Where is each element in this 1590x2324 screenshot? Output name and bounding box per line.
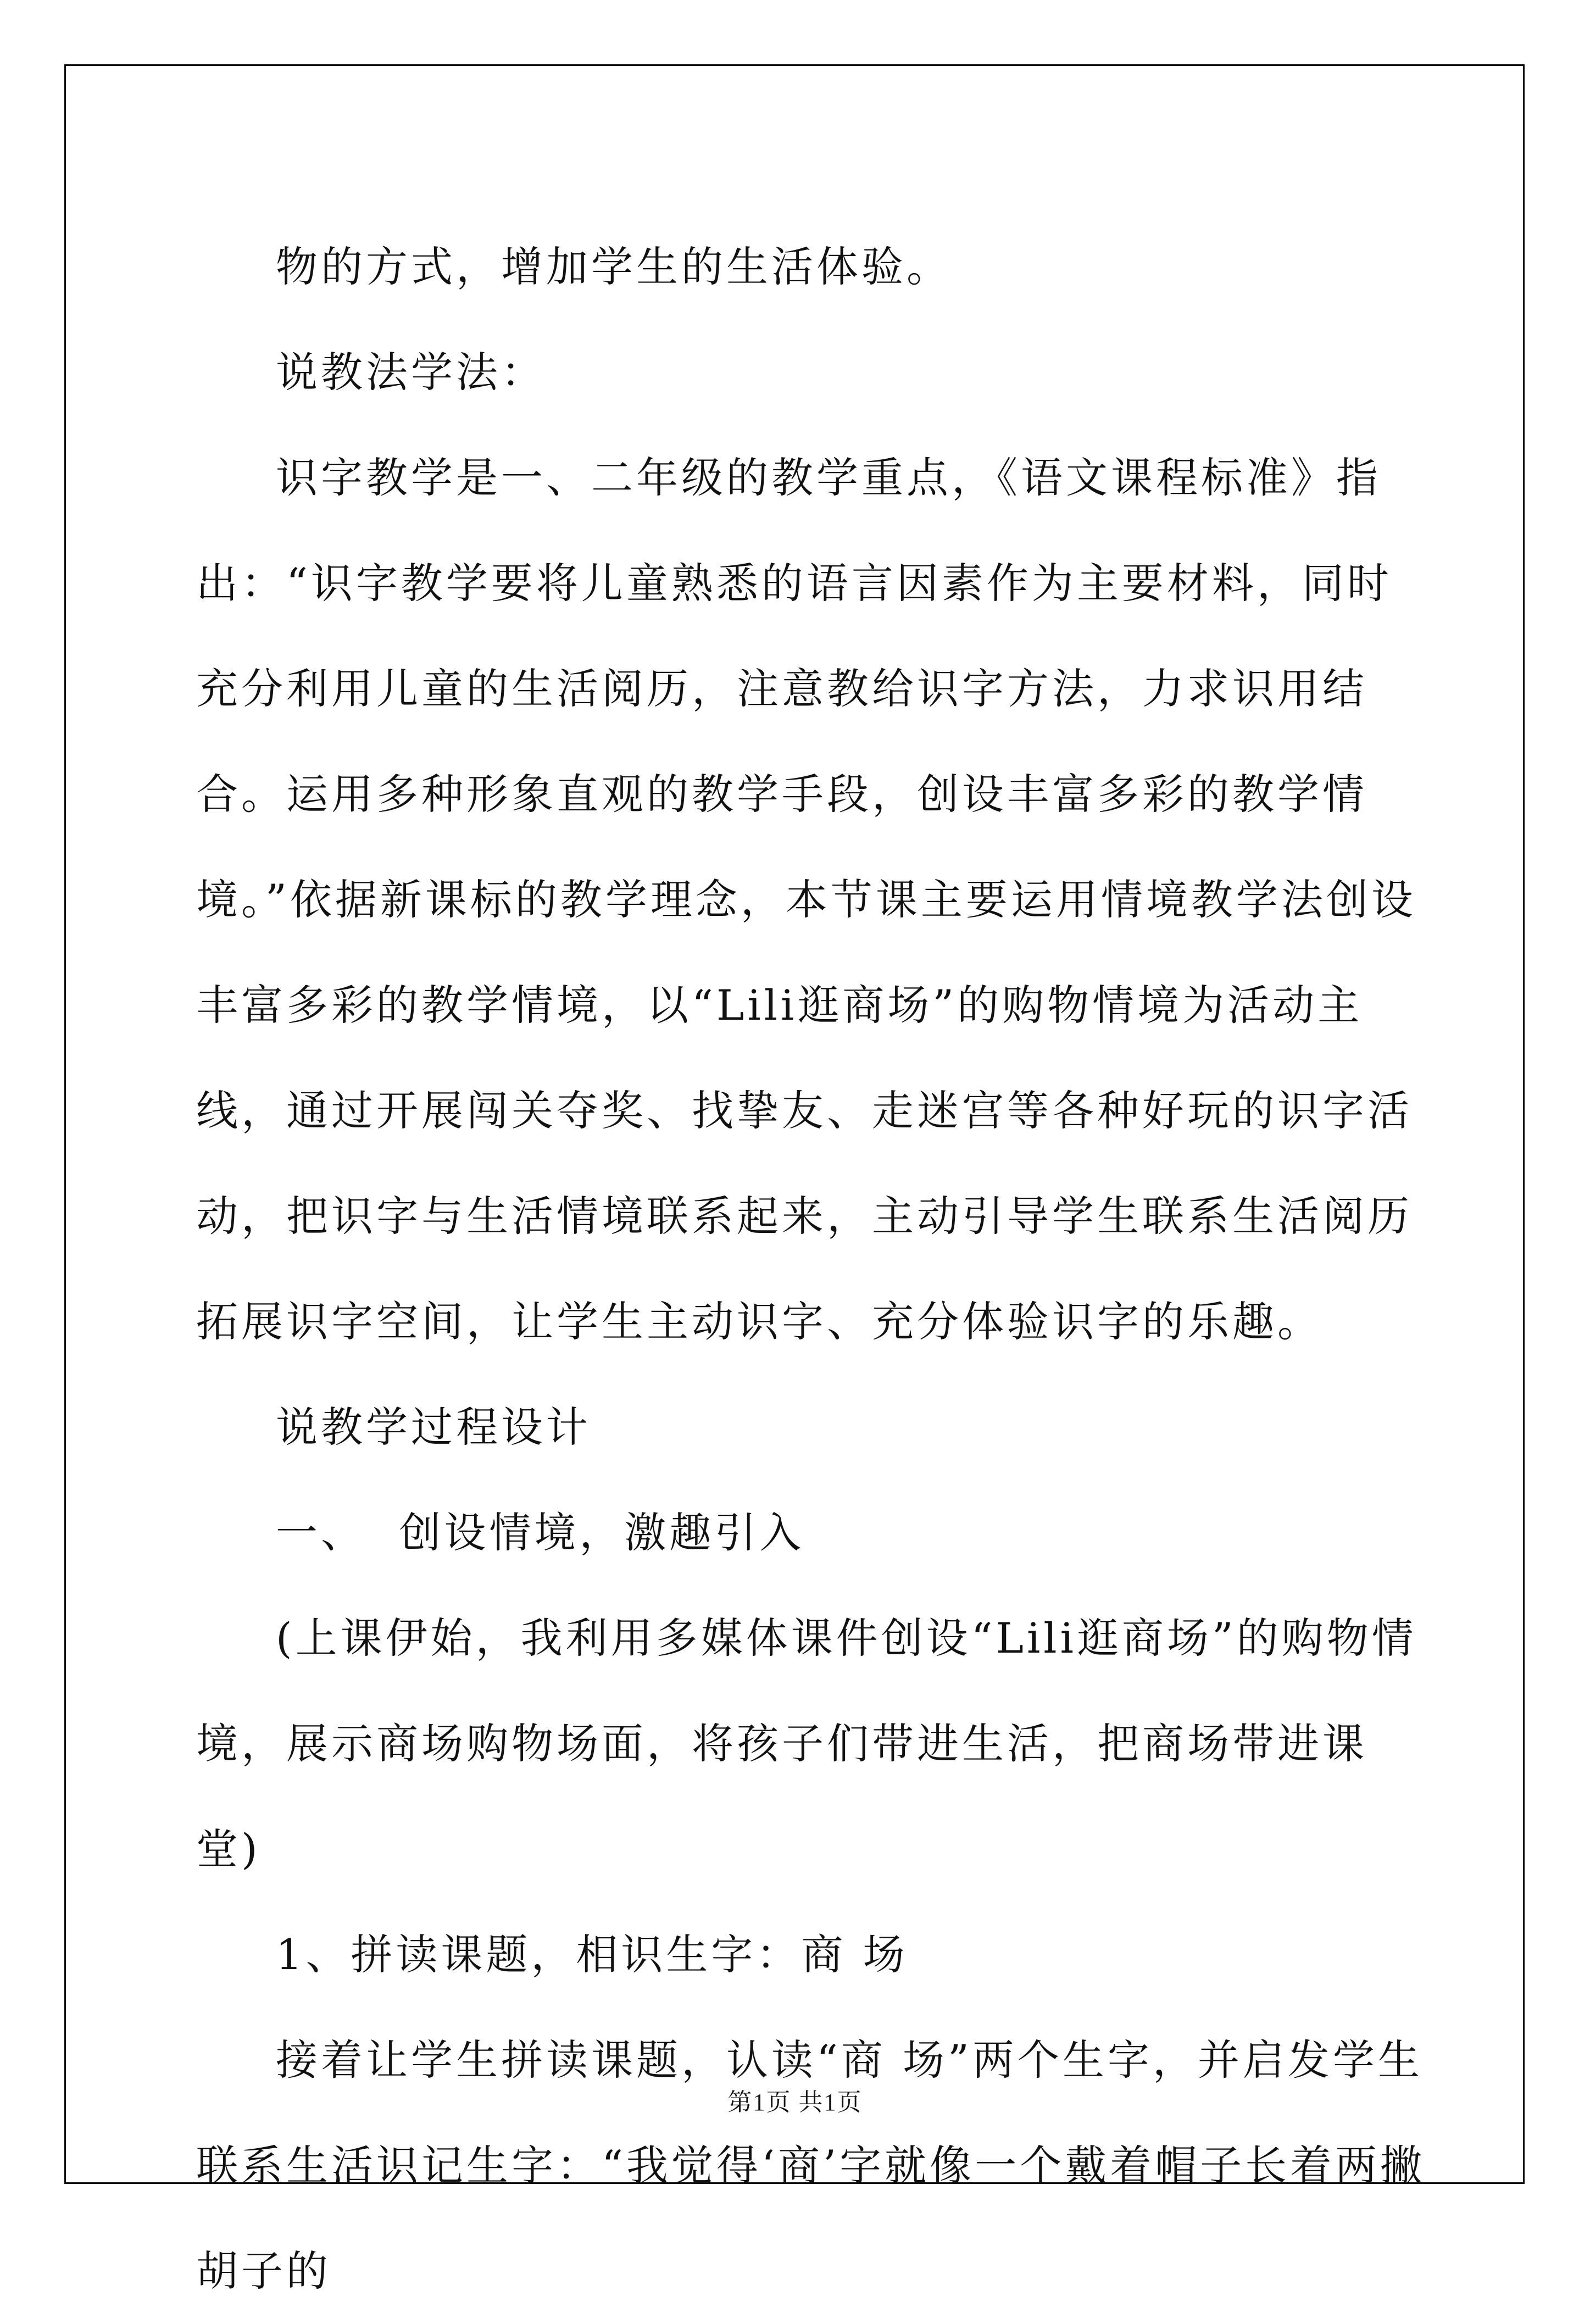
paragraph: 1、拼读课题，相识生字：商 场 [276,1930,908,1979]
page-footer: 第1页 共1页 [727,2089,863,2116]
document-body [196,214,1427,2324]
paragraph: 接着让学生拼读课题，认读“商 场”两个生字，并启发学生联系生活识记生字：“我觉得‘商’字就像一个戴着帽子长着两撇胡子的 [196,2036,1426,2295]
paragraph: 一、 创设情境，激趣引入 [276,1508,805,1557]
paragraph: 说教法学法： [276,348,546,397]
paragraph: 说教学过程设计 [276,1403,591,1452]
paragraph: (上课伊始，我利用多媒体课件创设“Lili逛商场”的购物情境，展示商场购物场面，将孩子们带进生活，把商场带进课堂) [196,1614,1417,1873]
paragraph: 识字教学是一、二年级的教学重点，《语文课程标准》指出：“识字教学要将儿童熟悉的语言因素作为主要材料，同时充分利用儿童的生活阅历，注意教给识字方法，力求识用结合。运用多种形象直观的教学手段，创设丰富多彩的教学情境。”依据新课标的教学理念，本节课主要运用情境教学法创设丰富多彩的教学情境，以“Lili逛商场”的购物情境为活动主线，通过开展闯关夺奖、找挚友、走迷宫等各种好玩的识字活动，把识字与生活情境联系起来，主动引导学生联系生活阅历拓展识字空间，让学生主动识字、充分体验识字的乐趣。 [196,453,1416,1346]
paragraph: 物的方式，增加学生的生活体验。 [276,242,952,291]
